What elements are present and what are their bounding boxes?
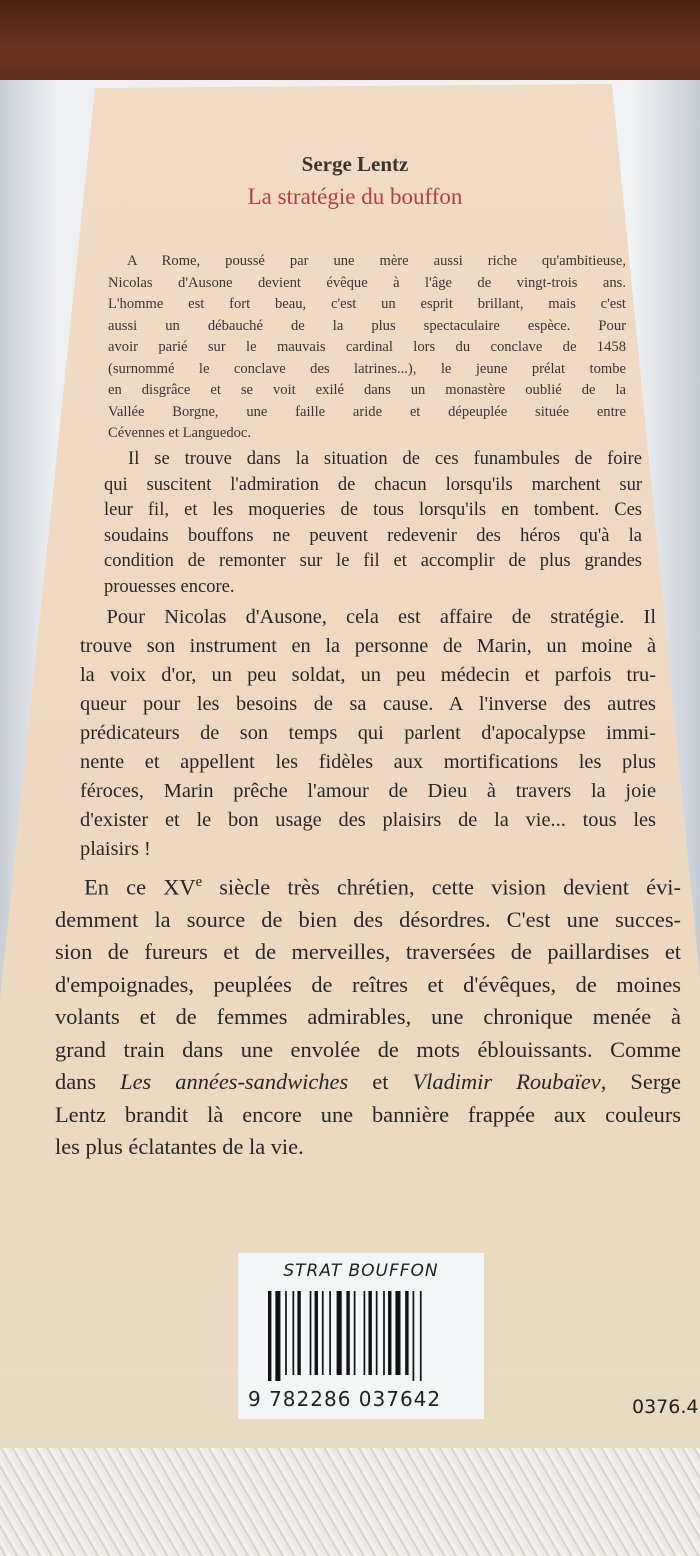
blurb-line <box>55 1034 681 1067</box>
text-segment: prouesses encore. <box>104 576 235 597</box>
blurb-line <box>55 866 681 904</box>
italic-book-title: Les années-sandwiches <box>120 1069 349 1095</box>
text-segment: trouve son instrument en la personne de Marin, un moine à <box>80 635 656 657</box>
blurb-line <box>104 473 642 499</box>
barcode-bar <box>420 1291 422 1381</box>
blurb-line <box>80 806 656 835</box>
blurb-line <box>104 447 642 473</box>
barcode-bar <box>368 1291 371 1375</box>
blurb-line <box>80 632 656 661</box>
text-segment: aussi un débauché de la plus spectaculaire espèce. Pour <box>108 317 626 334</box>
barcode-bar <box>405 1291 408 1375</box>
blurb-line <box>108 337 626 359</box>
barcode-bar <box>388 1291 391 1375</box>
barcode-bar <box>310 1291 312 1375</box>
blurb-line <box>55 1131 681 1164</box>
blurb-line <box>55 1001 681 1034</box>
barcode-bar <box>354 1291 356 1375</box>
blurb-line <box>104 575 642 601</box>
barcode-bar <box>285 1291 287 1375</box>
blurb-line <box>108 380 626 402</box>
blurb-line <box>80 661 656 690</box>
barcode-bar <box>395 1291 400 1375</box>
text-segment: En ce XV <box>84 874 196 900</box>
text-segment: (surnommé le conclave des latrines...), le jeune prélat tombe <box>108 360 626 377</box>
barcode-number: 9 782286 037642 <box>248 1387 442 1411</box>
blurb-line <box>80 603 656 632</box>
text-segment: Lentz brandit là encore une bannière frappée aux couleurs <box>55 1101 681 1127</box>
text-segment: féroces, Marin prêche l'amour de Dieu à travers la joie <box>80 780 656 802</box>
text-segment: soudains bouffons ne peuvent redevenir des héros qu'à la <box>104 525 642 546</box>
text-segment: A Rome, poussé par une mère aussi riche qu'ambitieuse, <box>126 253 626 269</box>
text-segment: les plus éclatantes de la vie. <box>55 1134 304 1160</box>
book-author: Serge Lentz <box>301 152 409 176</box>
text-segment: prédicateurs de son temps qui parlent d'apocalypse immi- <box>80 722 656 744</box>
text-segment: volants et de femmes admirables, une chronique menée à <box>55 1004 681 1030</box>
blurb-line <box>80 835 656 864</box>
blurb-line <box>55 904 681 937</box>
barcode-label: STRAT BOUFFON <box>283 1261 439 1281</box>
barcode-bar <box>329 1291 331 1375</box>
textured-rug <box>0 1448 700 1556</box>
blurb-line <box>55 969 681 1002</box>
text-segment: leur fil, et les moqueries de tous lorsqu'ils en tombent. Ces <box>104 500 642 520</box>
blurb-line <box>80 719 656 748</box>
text-segment: dans <box>55 1069 121 1095</box>
barcode-bar <box>364 1291 366 1375</box>
blurb-line <box>80 777 656 806</box>
text-segment: Pour Nicolas d'Ausone, cela est affaire de stratégie. Il <box>106 606 656 628</box>
text-segment: nente et appellent les fidèles aux mortifications les plus <box>80 751 656 773</box>
italic-book-title: Vladimir Roubaïev <box>412 1069 601 1095</box>
price-code: 0376.4 <box>632 1396 699 1418</box>
barcode-bars <box>268 1291 478 1381</box>
book-title: La stratégie du bouffon <box>247 184 463 209</box>
blurb-line <box>55 936 681 969</box>
barcode-bar <box>346 1291 349 1375</box>
blurb-line <box>104 524 642 550</box>
barcode-bar <box>315 1291 318 1375</box>
blurb-line <box>80 748 656 777</box>
blurb-line <box>108 251 626 273</box>
barcode-bar <box>383 1291 385 1375</box>
blurb-paragraph <box>108 251 626 445</box>
text-segment: Il se trouve dans la situation de ces funambules de foire <box>128 449 642 469</box>
blurb-line <box>108 359 626 381</box>
text-segment: Nicolas d'Ausone devient évêque à l'âge de vingt-trois ans. <box>108 274 626 291</box>
blurb-paragraph <box>80 603 656 864</box>
text-segment: Vallée Borgne, une faille aride et dépeuplée située entre <box>108 403 626 420</box>
text-segment: , Serge <box>600 1069 681 1095</box>
barcode-bar <box>322 1291 324 1375</box>
barcode-bar <box>297 1291 300 1375</box>
blurb-line <box>108 273 626 295</box>
blurb-line <box>55 1066 681 1099</box>
blurb-line <box>104 498 642 524</box>
blurb-line <box>108 316 626 338</box>
text-segment: demment la source de bien des désordres. C'est une succes- <box>55 906 681 932</box>
text-segment: siècle très chrétien, cette vision devient évi- <box>202 874 681 900</box>
blurb-line <box>55 1099 681 1132</box>
blurb-line <box>108 402 626 424</box>
blurb-line <box>108 294 626 316</box>
text-segment: L'homme est fort beau, c'est un esprit brillant, mais c'est <box>108 296 626 312</box>
text-segment: condition de remonter sur le fil et accomplir de plus grandes <box>104 551 642 571</box>
text-segment: queur pour les besoins de sa cause. A l'inverse des autres <box>80 693 656 715</box>
text-segment: la voix d'or, un peu soldat, un peu médecin et parfois tru- <box>80 664 656 686</box>
text-segment: Cévennes et Languedoc. <box>108 425 252 441</box>
blurb-line <box>104 549 642 575</box>
blurb-paragraph <box>55 866 681 1164</box>
barcode-bar <box>376 1291 378 1375</box>
barcode-bar <box>413 1291 415 1381</box>
barcode-bar <box>293 1291 295 1375</box>
text-segment: avoir parié sur le mauvais cardinal lors du conclave de 1458 <box>108 339 626 355</box>
barcode-bar <box>337 1291 342 1375</box>
text-segment: sion de fureurs et de merveilles, traversées de paillardises et <box>55 939 681 965</box>
text-segment: et <box>348 1069 413 1095</box>
blurb-line <box>108 423 626 445</box>
superscript: e <box>195 874 203 890</box>
text-segment: plaisirs ! <box>80 838 151 860</box>
blurb-paragraph <box>104 447 642 600</box>
barcode-sticker <box>238 1253 484 1419</box>
text-segment: d'exister et le bon usage des plaisirs de la vie... tous les <box>80 809 656 831</box>
text-segment: en disgrâce et se voit exilé dans un monastère oublié de la <box>108 382 626 398</box>
text-segment: d'empoignades, peuplées de reîtres et d'évêques, de moines <box>55 971 681 997</box>
text-segment: qui suscitent l'admiration de chacun lorsqu'ils marchent sur <box>104 474 642 495</box>
barcode-bar <box>268 1291 271 1381</box>
barcode-bar <box>275 1291 280 1381</box>
blurb-line <box>80 690 656 719</box>
text-segment: grand train dans une envolée de mots éblouissants. Comme <box>55 1036 681 1062</box>
